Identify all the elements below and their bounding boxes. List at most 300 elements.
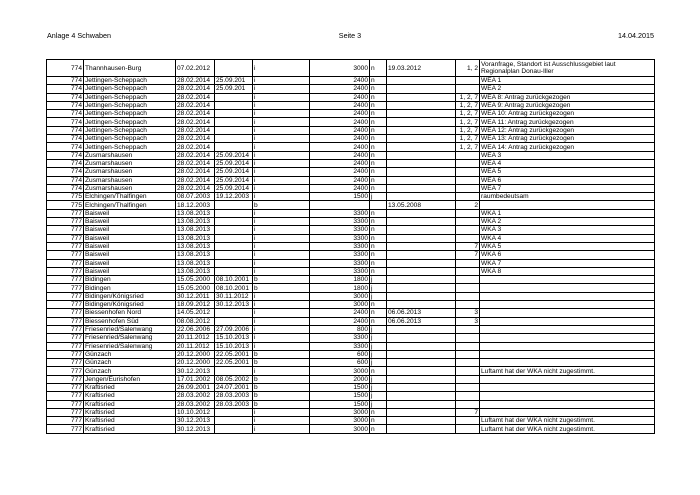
location-cell: Jettingen-Scheppach [84,135,176,143]
flag-cell: n [370,168,387,176]
reason-codes-cell [456,193,480,201]
region-code-cell: 774 [47,93,84,101]
remarks-cell [480,309,655,317]
reason-codes-cell: 7 [456,251,480,259]
decision-date-cell [387,159,456,167]
remarks-cell: WKA 4 [480,234,655,242]
location-cell: Thannhausen-Burg [84,60,176,77]
approval-date-cell: 24.07.2001 [215,383,253,391]
approval-date-cell: 25.09.2014 [215,168,253,176]
capacity-kw-cell: 2400 [310,176,370,184]
status-cell: i [253,301,310,309]
remarks-cell: WEA 7 [480,184,655,192]
region-code-cell: 774 [47,184,84,192]
location-cell: Bidingen/Königsried [84,301,176,309]
location-cell: Zusmarshausen [84,168,176,176]
approval-date-cell [215,118,253,126]
table-row [47,77,655,85]
approval-date-cell: 08.10.2001 [215,284,253,292]
decision-date-cell [387,176,456,184]
capacity-kw-cell: 3000 [310,367,370,375]
location-cell: Friesenried/Salenwang [84,334,176,342]
application-date-cell: 28.03.2002 [176,392,215,400]
table-row [47,60,655,77]
table-row [47,251,655,259]
flag-cell: j [370,292,387,300]
table-row [47,126,655,134]
capacity-kw-cell: 3000 [310,292,370,300]
table-row [47,168,655,176]
flag-cell: n [370,317,387,325]
region-code-cell: 777 [47,292,84,300]
decision-date-cell [387,276,456,284]
approval-date-cell [215,126,253,134]
decision-date-cell [387,259,456,267]
decision-date-cell [387,267,456,275]
decision-date-cell [387,400,456,408]
page-number: Seite 3 [338,31,362,40]
table-row [47,334,655,342]
table-row [47,325,655,333]
capacity-kw-cell: 3300 [310,218,370,226]
flag-cell: n [370,110,387,118]
region-code-cell: 777 [47,383,84,391]
application-date-cell: 26.09.2001 [176,383,215,391]
approval-date-cell [215,135,253,143]
reason-codes-cell [456,383,480,391]
status-cell: i [253,292,310,300]
reason-codes-cell [456,85,480,93]
capacity-kw-cell: 800 [310,325,370,333]
flag-cell [370,201,387,209]
application-date-cell: 28.02.2014 [176,159,215,167]
approval-date-cell: 27.09.2006 [215,325,253,333]
reason-codes-cell: 7 [456,408,480,416]
location-cell: Kraftisried [84,392,176,400]
remarks-cell: WEA 14: Antrag zurückgezogen [480,143,655,151]
reason-codes-cell [456,334,480,342]
region-code-cell: 774 [47,143,84,151]
remarks-cell: Luftamt hat der WKA nicht zugestimmt. [480,367,655,375]
flag-cell: n [370,135,387,143]
capacity-kw-cell: 2400 [310,101,370,109]
reason-codes-cell: 1, 2, 7 [456,93,480,101]
location-cell: Jettingen-Scheppach [84,110,176,118]
decision-date-cell [387,126,456,134]
decision-date-cell [387,193,456,201]
reason-codes-cell [456,234,480,242]
status-cell: i [253,408,310,416]
status-cell: i [253,242,310,250]
reason-codes-cell [456,151,480,159]
decision-date-cell [387,242,456,250]
approval-date-cell: 30.11.2012 [215,292,253,300]
status-cell: i [253,135,310,143]
reason-codes-cell [456,325,480,333]
approval-date-cell: 25.09.2014 [215,151,253,159]
status-cell: i [253,60,310,77]
flag-cell: n [370,301,387,309]
region-code-cell: 777 [47,350,84,358]
approval-date-cell [215,242,253,250]
status-cell: i [253,251,310,259]
application-date-cell: 20.12.2000 [176,350,215,358]
remarks-cell: WEA 9: Antrag zurückgezogen [480,101,655,109]
remarks-cell: WKA 1 [480,209,655,217]
flag-cell: n [370,118,387,126]
flag-cell: n [370,151,387,159]
capacity-kw-cell: 2400 [310,118,370,126]
decision-date-cell [387,77,456,85]
table-row [47,135,655,143]
reason-codes-cell [456,77,480,85]
reason-codes-cell [456,342,480,350]
remarks-cell [480,334,655,342]
region-code-cell: 775 [47,201,84,209]
decision-date-cell [387,342,456,350]
capacity-kw-cell: 3300 [310,267,370,275]
table-row [47,383,655,391]
remarks-cell: WEA 11: Antrag zurückgezogen [480,118,655,126]
approval-date-cell: 25.09.201 [215,77,253,85]
table-row [47,292,655,300]
table-row [47,400,655,408]
reason-codes-cell [456,359,480,367]
decision-date-cell [387,168,456,176]
decision-date-cell [387,251,456,259]
capacity-kw-cell: 2400 [310,143,370,151]
remarks-cell [480,342,655,350]
decision-date-cell [387,383,456,391]
application-date-cell: 13.08.2013 [176,234,215,242]
table-row [47,234,655,242]
reason-codes-cell: 1, 2, 7 [456,126,480,134]
table-row [47,85,655,93]
remarks-cell: WEA 10: Antrag zurückgezogen [480,110,655,118]
flag-cell: j [370,383,387,391]
location-cell: Bidingen/Königsried [84,292,176,300]
reason-codes-cell: 1, 2, 7 [456,118,480,126]
location-cell: Zusmarshausen [84,176,176,184]
location-cell: Biessenhofen Nord [84,309,176,317]
status-cell: i [253,425,310,433]
decision-date-cell [387,101,456,109]
capacity-kw-cell: 2400 [310,184,370,192]
flag-cell: j [370,334,387,342]
decision-date-cell [387,151,456,159]
flag-cell: j [370,284,387,292]
decision-date-cell [387,425,456,433]
reason-codes-cell: 2 [456,201,480,209]
application-date-cell: 30.12.2013 [176,425,215,433]
decision-date-cell [387,85,456,93]
capacity-kw-cell: 1500 [310,193,370,201]
region-code-cell: 777 [47,375,84,383]
table-row [47,242,655,250]
flag-cell: n [370,159,387,167]
application-date-cell: 28.02.2014 [176,118,215,126]
approval-date-cell: 08.05.2002 [215,375,253,383]
table-row [47,209,655,217]
region-code-cell: 777 [47,309,84,317]
status-cell: b [253,400,310,408]
approval-date-cell [215,209,253,217]
status-cell: i [253,176,310,184]
location-cell: Zusmarshausen [84,159,176,167]
status-cell: i [253,159,310,167]
capacity-kw-cell: 2400 [310,85,370,93]
remarks-cell [480,359,655,367]
approval-date-cell: 25.09.201 [215,85,253,93]
approval-date-cell [215,101,253,109]
remarks-cell: WEA 3 [480,151,655,159]
reason-codes-cell [456,392,480,400]
approval-date-cell [215,251,253,259]
remarks-cell: Voranfrage, Standort ist Ausschlussgebiet laut Regionalplan Donau-Iller [480,60,655,77]
location-cell: Baisweil [84,234,176,242]
remarks-cell [480,276,655,284]
table-row [47,425,655,433]
status-cell: i [253,367,310,375]
table-row [47,359,655,367]
location-cell: Jettingen-Scheppach [84,85,176,93]
approval-date-cell [215,201,253,209]
decision-date-cell [387,93,456,101]
flag-cell: n [370,309,387,317]
remarks-cell: WEA 13: Antrag zurückgezogen [480,135,655,143]
application-date-cell: 28.02.2014 [176,110,215,118]
remarks-cell [480,325,655,333]
region-code-cell: 777 [47,226,84,234]
approval-date-cell: 28.03.2003 [215,400,253,408]
approval-date-cell: 08.10.2001 [215,276,253,284]
header-date: 14.04.2015 [618,31,654,40]
application-date-cell: 13.08.2013 [176,259,215,267]
region-code-cell: 777 [47,209,84,217]
reason-codes-cell: 3 [456,309,480,317]
reason-codes-cell [456,184,480,192]
region-code-cell: 777 [47,317,84,325]
location-cell: Bidingen [84,276,176,284]
approval-date-cell: 15.10.2013 [215,342,253,350]
application-date-cell: 10.10.2012 [176,408,215,416]
region-code-cell: 777 [47,242,84,250]
status-cell: i [253,118,310,126]
application-date-cell: 20.12.2000 [176,359,215,367]
status-cell: b [253,284,310,292]
decision-date-cell: 06.06.2013 [387,309,456,317]
remarks-cell: WEA 12: Antrag zurückgezogen [480,126,655,134]
region-code-cell: 777 [47,325,84,333]
status-cell: i [253,259,310,267]
data-table [46,59,655,434]
region-code-cell: 777 [47,408,84,416]
decision-date-cell [387,334,456,342]
approval-date-cell [215,317,253,325]
decision-date-cell [387,350,456,358]
location-cell: Baisweil [84,251,176,259]
reason-codes-cell [456,284,480,292]
remarks-cell: WKA 8 [480,267,655,275]
decision-date-cell: 19.03.2012 [387,60,456,77]
status-cell: i [253,417,310,425]
location-cell: Jettingen-Scheppach [84,77,176,85]
approval-date-cell: 25.09.2014 [215,184,253,192]
application-date-cell: 15.05.2000 [176,284,215,292]
application-date-cell: 30.12.2011 [176,292,215,300]
flag-cell: n [370,77,387,85]
table-row [47,350,655,358]
table-row [47,301,655,309]
status-cell: i [253,209,310,217]
capacity-kw-cell: 2000 [310,375,370,383]
decision-date-cell [387,226,456,234]
location-cell: Günzach [84,367,176,375]
location-cell: Baisweil [84,209,176,217]
capacity-kw-cell: 3000 [310,301,370,309]
flag-cell: n [370,234,387,242]
remarks-cell: WKA 6 [480,251,655,259]
table-row [47,309,655,317]
region-code-cell: 774 [47,60,84,77]
application-date-cell: 17.01.2002 [176,375,215,383]
region-code-cell: 777 [47,259,84,267]
approval-date-cell: 15.10.2013 [215,334,253,342]
capacity-kw-cell: 1500 [310,392,370,400]
application-date-cell: 28.03.2002 [176,400,215,408]
table-row [47,176,655,184]
status-cell: b [253,359,310,367]
region-code-cell: 777 [47,267,84,275]
table-row [47,417,655,425]
table-row [47,408,655,416]
status-cell: i [253,317,310,325]
remarks-cell: WEA 1 [480,77,655,85]
location-cell: Jettingen-Scheppach [84,93,176,101]
application-date-cell: 13.08.2013 [176,267,215,275]
application-date-cell: 13.08.2013 [176,242,215,250]
decision-date-cell [387,375,456,383]
flag-cell: n [370,184,387,192]
flag-cell: n [370,408,387,416]
capacity-kw-cell: 2400 [310,309,370,317]
region-code-cell: 777 [47,251,84,259]
decision-date-cell [387,118,456,126]
application-date-cell: 18.12.2003 [176,201,215,209]
table-row [47,201,655,209]
capacity-kw-cell: 600 [310,359,370,367]
flag-cell: j [370,276,387,284]
remarks-cell: Luftamt hat der WKA nicht zugestimmt. [480,417,655,425]
region-code-cell: 775 [47,193,84,201]
flag-cell: n [370,259,387,267]
capacity-kw-cell: 1500 [310,383,370,391]
reason-codes-cell [456,400,480,408]
application-date-cell: 13.08.2013 [176,218,215,226]
location-cell: Baisweil [84,242,176,250]
approval-date-cell [215,143,253,151]
remarks-cell [480,301,655,309]
region-code-cell: 777 [47,359,84,367]
decision-date-cell [387,301,456,309]
table-row [47,110,655,118]
capacity-kw-cell: 3300 [310,226,370,234]
decision-date-cell [387,408,456,416]
capacity-kw-cell: 1800 [310,276,370,284]
flag-cell: j [370,375,387,383]
region-code-cell: 777 [47,276,84,284]
location-cell: Zusmarshausen [84,151,176,159]
approval-date-cell [215,309,253,317]
capacity-kw-cell: 2400 [310,93,370,101]
location-cell: Elchingen/Thalfingen [84,193,176,201]
flag-cell: n [370,176,387,184]
approval-date-cell [215,417,253,425]
location-cell: Baisweil [84,226,176,234]
decision-date-cell [387,292,456,300]
approval-date-cell [215,218,253,226]
reason-codes-cell [456,301,480,309]
application-date-cell: 20.11.2012 [176,342,215,350]
application-date-cell: 18.09.2012 [176,301,215,309]
flag-cell: j [370,342,387,350]
flag-cell: j [370,325,387,333]
reason-codes-cell [456,350,480,358]
region-code-cell: 774 [47,101,84,109]
flag-cell: n [370,267,387,275]
flag-cell: n [370,367,387,375]
location-cell: Friesenried/Salenwang [84,325,176,333]
status-cell: i [253,184,310,192]
remarks-cell [480,392,655,400]
decision-date-cell [387,135,456,143]
region-code-cell: 777 [47,342,84,350]
application-date-cell: 30.12.2013 [176,367,215,375]
remarks-cell: WKA 7 [480,259,655,267]
decision-date-cell [387,284,456,292]
reason-codes-cell [456,425,480,433]
location-cell: Baisweil [84,218,176,226]
capacity-kw-cell: 2400 [310,135,370,143]
application-date-cell: 28.02.2014 [176,101,215,109]
application-date-cell: 14.05.2012 [176,309,215,317]
flag-cell: j [370,392,387,400]
region-code-cell: 774 [47,85,84,93]
status-cell: b [253,201,310,209]
decision-date-cell: 13.05.2008 [387,201,456,209]
approval-date-cell: 22.05.2001 [215,350,253,358]
location-cell: Biessenhofen Süd [84,317,176,325]
application-date-cell: 20.11.2012 [176,334,215,342]
application-date-cell: 08.08.2012 [176,317,215,325]
reason-codes-cell [456,259,480,267]
table-row [47,342,655,350]
location-cell: Jettingen-Scheppach [84,101,176,109]
flag-cell: j [370,359,387,367]
approval-date-cell: 22.05.2001 [215,359,253,367]
status-cell: b [253,392,310,400]
table-row [47,193,655,201]
region-code-cell: 774 [47,135,84,143]
decision-date-cell [387,367,456,375]
location-cell: Baisweil [84,267,176,275]
decision-date-cell [387,209,456,217]
capacity-kw-cell [310,201,370,209]
capacity-kw-cell: 2400 [310,77,370,85]
remarks-cell [480,317,655,325]
application-date-cell: 28.02.2014 [176,151,215,159]
status-cell: b [253,350,310,358]
